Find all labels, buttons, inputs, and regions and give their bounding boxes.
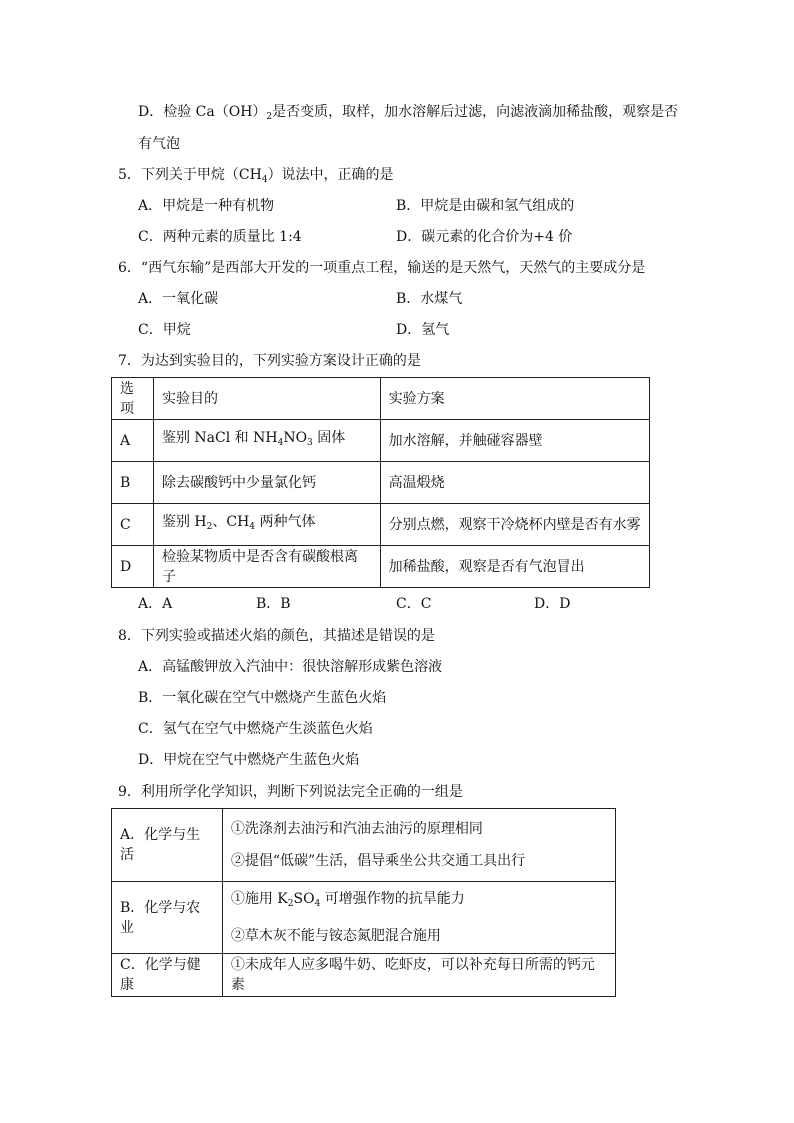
q7-header-option: 选项 [112,378,154,420]
q9-row-a-item-1: ①洗涤剂去油污和汽油去油污的原理相同 [230,821,483,837]
subscript: 4 [249,522,256,532]
q5-option-c[interactable]: C．两种元素的质量比 1:4 [138,229,302,245]
subscript: 2 [206,522,213,532]
q5-option-d[interactable]: D．碳元素的化合价为+4 价 [396,229,573,245]
q7-row-c-plan: 分别点燃，观察干冷烧杯内壁是否有水雾 [380,504,649,546]
q7-answer-a[interactable]: A．A [138,596,173,612]
q9-row-c-item-1: ①未成年人应多喝牛奶、吃虾皮，可以补充每日所需的钙元素 [222,954,615,997]
q5-stem-b: ）说法中，正确的是 [267,167,394,183]
q8-option-b[interactable]: B．一氧化碳在空气中燃烧产生蓝色火焰 [138,690,387,706]
q9-table [111,808,616,997]
table-row [112,546,650,588]
aim-text: 、CH [212,514,250,530]
q7-row-b-plan: 高温煅烧 [380,462,649,504]
q7-answer-b[interactable]: B．B [256,596,291,612]
table-row [112,882,616,954]
subscript: 2 [287,899,294,909]
q6-option-c[interactable]: C．甲烷 [138,322,191,338]
q6-stem: 6．“西气东输”是西部大开发的一项重点工程，输送的是天然气，天然气的主要成分是 [118,260,646,276]
subscript: 4 [261,175,268,185]
q7-row-d-aim: 检验某物质中是否含有碳酸根离子 [153,546,380,588]
q9-stem: 9．利用所学化学知识，判断下列说法完全正确的一组是 [118,784,463,800]
q9-row-b-items [222,882,615,954]
q9-row-b-item-2: ②草木灰不能与铵态氮肥混合施用 [230,928,441,944]
aim-text: 两种气体 [255,514,316,530]
q7-row-d-plan: 加稀盐酸，观察是否有气泡冒出 [380,546,649,588]
q7-answer-d[interactable]: D．D [534,596,571,612]
q7-row-a-aim [153,420,380,462]
q4-option-d [138,102,678,127]
aim-text: 鉴别 H [161,514,207,530]
subscript: 2 [266,112,273,122]
q9-row-b-label: B．化学与农业 [112,882,223,954]
q7-answer-c[interactable]: C．C [396,596,432,612]
table-row [112,420,650,462]
subscript: 3 [307,438,313,448]
table-row [112,462,650,504]
q9-row-c-label: C．化学与健康 [112,954,223,997]
item-text: 可增强作物的抗旱能力 [320,891,465,907]
table-row [112,809,616,882]
q7-table [111,377,650,588]
aim-text: 固体 [312,430,346,446]
q7-header-aim: 实验目的 [153,378,380,420]
q6-option-d[interactable]: D．氢气 [396,322,450,338]
q7-row-c-option: C [112,504,154,546]
q6-option-b[interactable]: B．水煤气 [396,291,463,307]
subscript: 4 [277,438,284,448]
item-text: ①施用 K [230,891,288,907]
table-row [112,954,616,997]
q9-row-a-label: A．化学与生活 [112,809,223,882]
q8-option-d[interactable]: D．甲烷在空气中燃烧产生蓝色火焰 [138,752,360,768]
q6-option-a[interactable]: A．一氧化碳 [138,291,219,307]
aim-text: NO [283,430,308,446]
q8-stem: 8．下列实验或描述火焰的颜色，其描述是错误的是 [118,628,435,644]
q9-row-a-items [222,809,615,882]
q5-stem [118,165,394,190]
q9-row-b-item-1 [231,883,607,920]
q7-row-a-plan: 加水溶解，并触碰容器壁 [380,420,649,462]
q7-row-c-aim [153,504,380,546]
q8-option-a[interactable]: A．高锰酸钾放入汽油中：很快溶解形成紫色溶液 [138,659,443,675]
item-text: SO [293,891,315,907]
q5-option-b[interactable]: B．甲烷是由碳和氢气组成的 [396,198,575,214]
q7-row-a-option: A [112,420,154,462]
q7-row-b-option: B [112,462,154,504]
q4-option-d-cont: 有气泡 [138,136,180,152]
subscript: 4 [314,899,321,909]
q7-header-plan: 实验方案 [380,378,649,420]
table-row [112,504,650,546]
q7-row-d-option: D [112,546,154,588]
q9-row-a-item-2: ②提倡“低碳”生活，倡导乘坐公共交通工具出行 [230,853,526,869]
q4-option-d-text-b: 是否变质，取样，加水溶解后过滤，向滤液滴加稀盐酸，观察是否 [272,104,679,120]
q4-option-d-text-a: D．检验 Ca（OH） [138,104,267,120]
q7-header-row [112,378,650,420]
q8-option-c[interactable]: C．氢气在空气中燃烧产生淡蓝色火焰 [138,721,373,737]
aim-text: 鉴别 NaCl 和 NH [161,430,278,446]
q5-option-a[interactable]: A．甲烷是一种有机物 [138,198,275,214]
q7-row-b-aim: 除去碳酸钙中少量氯化钙 [153,462,380,504]
q7-stem: 7．为达到实验目的，下列实验方案设计正确的是 [118,353,421,369]
q5-stem-a: 5．下列关于甲烷（CH [118,167,262,183]
